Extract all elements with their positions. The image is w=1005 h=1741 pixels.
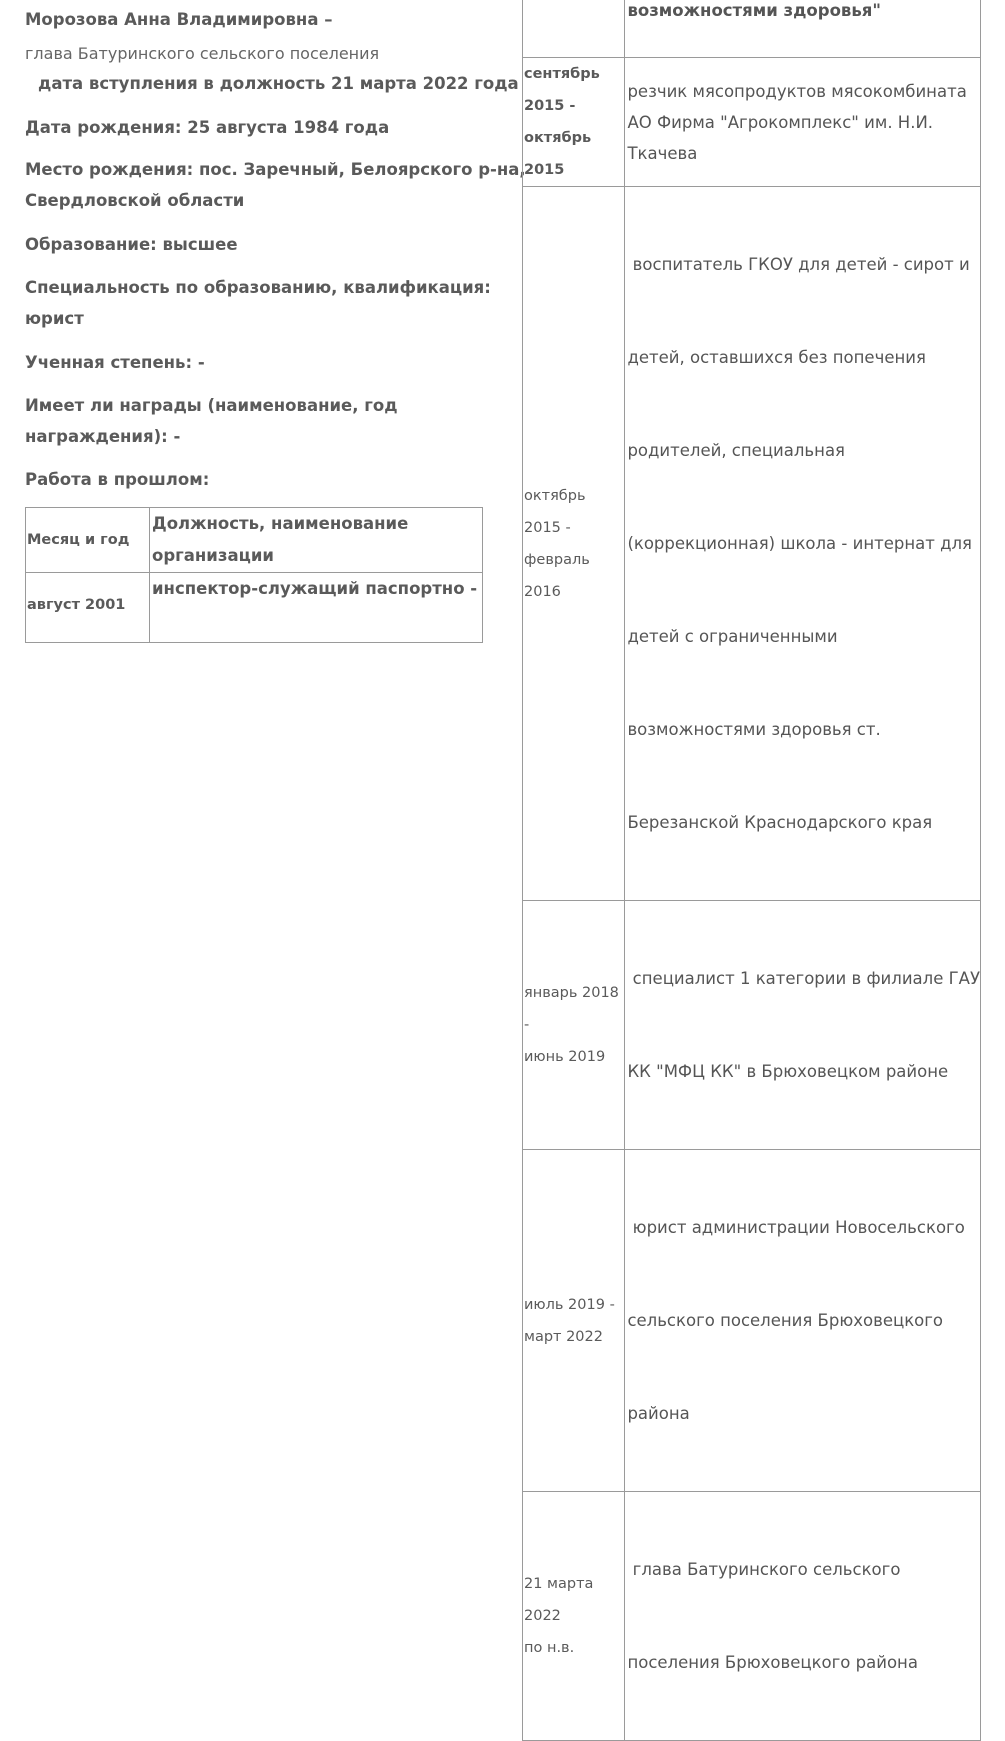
row-period: август 2001 (26, 573, 150, 643)
academic-degree: Ученная степень: - (25, 353, 205, 372)
row-period (523, 1150, 625, 1492)
period-line: январь 2018 - (524, 985, 619, 1033)
position-line: АО Фирма "Агрокомплекс" им. Н.И. (627, 112, 934, 132)
position-line: (коррекционная) школа - интернат для (627, 534, 972, 553)
table-row (523, 1150, 981, 1492)
row-period (523, 187, 625, 901)
position-line: детей, оставшихся без попечения (627, 348, 926, 367)
period-line: июнь 2019 (524, 1049, 606, 1065)
row-position: инспектор-служащий паспортно - (150, 573, 483, 643)
position-line: возможностями здоровья ст. (627, 720, 881, 739)
row-period (523, 1492, 625, 1741)
position-line: детей с ограниченными (627, 627, 838, 646)
period-line: март 2022 (524, 1328, 603, 1345)
period-line: июль 2019 - (524, 1296, 615, 1313)
position-line: родителей, специальная (627, 441, 845, 460)
position-line: Березанской Краснодарского края (627, 813, 933, 832)
awards-line2: награждения): - (25, 427, 181, 446)
position-line: глава Батуринского сельского (627, 1560, 901, 1579)
row-position (625, 1492, 981, 1741)
birth-date: Дата рождения: 25 августа 1984 года (25, 118, 390, 137)
row-position (625, 1150, 981, 1492)
header-position-line2: организации (152, 546, 274, 565)
position-line: поселения Брюховецкого района (627, 1653, 918, 1672)
table-row (523, 187, 981, 901)
table-row (523, 0, 981, 58)
position-line: юрист администрации Новосельского (627, 1218, 965, 1237)
position-line: сельского поселения Брюховецкого (627, 1311, 944, 1330)
position-line: специалист 1 категории в филиале ГАУ (627, 969, 980, 988)
period-line: сентябрь 2015 - (524, 66, 600, 114)
row-period (523, 901, 625, 1150)
header-position-line1: Должность, наименование (152, 514, 409, 533)
work-history-table-right (522, 0, 981, 1741)
header-position (150, 508, 483, 573)
table-row (26, 573, 483, 643)
header-period: Месяц и год (26, 508, 150, 573)
awards-line1: Имеет ли награды (наименование, год (25, 396, 398, 415)
row-period (523, 58, 625, 187)
table-header-row (26, 508, 483, 573)
name-dash: – (324, 10, 333, 29)
position-line: резчик мясопродуктов мясокомбината (627, 81, 967, 101)
start-date: дата вступления в должность 21 марта 2022 года (38, 74, 519, 93)
row-position: возможностями здоровья" (625, 0, 981, 58)
work-history-heading: Работа в прошлом: (25, 470, 210, 489)
name-text: Морозова Анна Владимировна (25, 10, 319, 29)
specialty-line2: юрист (25, 309, 84, 328)
position-line: КК "МФЦ КК" в Брюховецком районе (627, 1062, 949, 1081)
position-line: района (627, 1404, 690, 1423)
period-line: октябрь 2015 - (524, 487, 586, 536)
table-row (523, 901, 981, 1150)
work-history-table-left (25, 507, 483, 643)
position-line: Ткачева (627, 143, 698, 163)
person-position: глава Батуринского сельского поселения (25, 44, 380, 63)
table-row (523, 1492, 981, 1741)
table-row (523, 58, 981, 187)
education: Образование: высшее (25, 235, 238, 254)
row-period (523, 0, 625, 58)
period-line: 21 марта 2022 (524, 1576, 594, 1624)
row-position (625, 58, 981, 187)
position-line: воспитатель ГКОУ для детей - сирот и (627, 255, 970, 274)
person-name (25, 10, 332, 29)
row-position (625, 901, 981, 1150)
birth-place-line2: Свердловской области (25, 191, 245, 210)
specialty-line1: Специальность по образованию, квалификация: (25, 278, 491, 297)
period-line: февраль 2016 (524, 551, 590, 600)
birth-place-line1: Место рождения: пос. Заречный, Белоярского р-на, (25, 160, 526, 179)
period-line: октябрь 2015 (524, 130, 592, 178)
row-position (625, 187, 981, 901)
period-line: по н.в. (524, 1640, 575, 1656)
